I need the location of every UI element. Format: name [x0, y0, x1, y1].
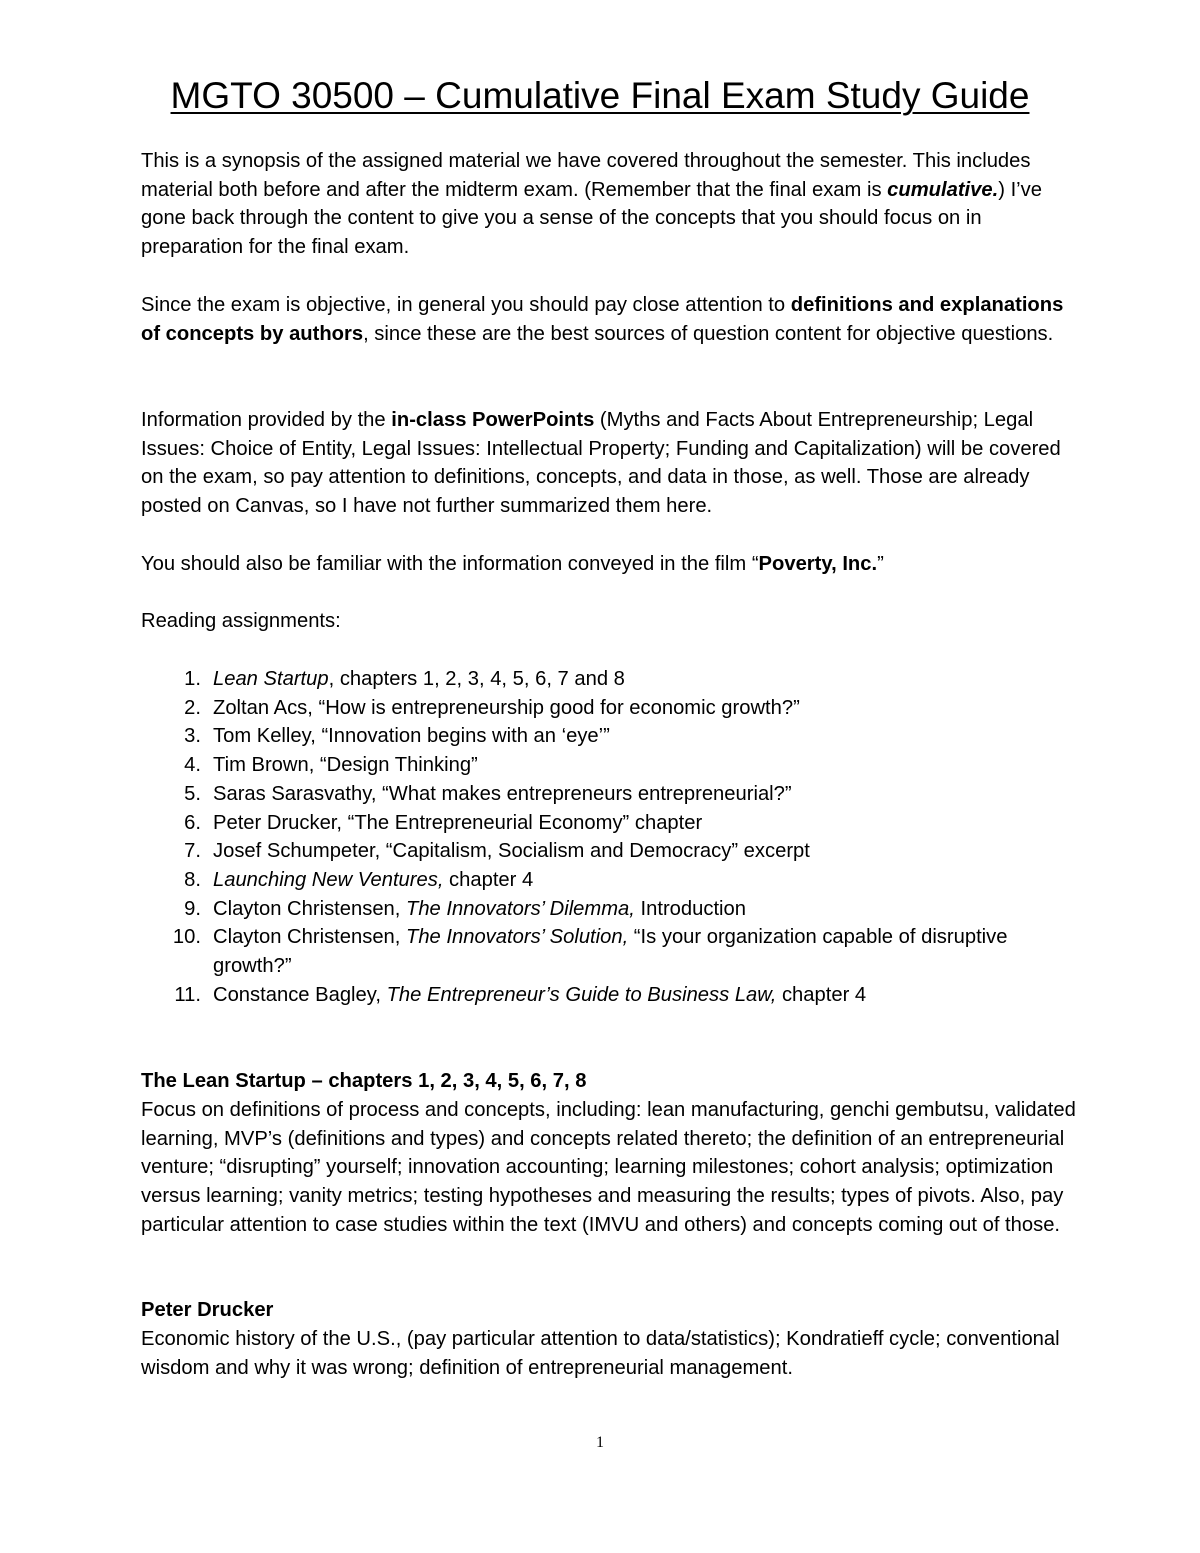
list-italic: The Entrepreneur’s Guide to Business Law, [386, 983, 777, 1006]
list-text: Saras Sarasvathy, “What makes entrepreneurs entrepreneurial?” [213, 782, 792, 805]
list-text: Zoltan Acs, “How is entrepreneurship good for economic growth?” [213, 696, 800, 719]
list-text: Tom Kelley, “Innovation begins with an ‘eye’” [213, 725, 610, 748]
film-text-2: ” [877, 553, 884, 575]
page-title: MGTO 30500 – Cumulative Final Exam Study Guide [170, 75, 1030, 116]
list-text: Peter Drucker, “The Entrepreneurial Economy” chapter [213, 811, 703, 834]
list-italic: Launching New Ventures, [213, 868, 444, 891]
list-number: 6. [184, 811, 201, 834]
objective-paragraph [141, 291, 1076, 348]
list-item [141, 780, 1041, 809]
list-number: 11. [174, 983, 201, 1006]
list-text: , chapters 1, 2, 3, 4, 5, 6, 7 and 8 [328, 668, 625, 690]
list-number: 2. [184, 696, 201, 719]
list-number: 5. [184, 782, 201, 805]
powerpoints-text-2: (Myths and Facts About Entrepreneurship; Legal Issues: Choice of Entity, Legal Issues: Intellectual Property; Funding and Capitalization) will be covered on the exam, so pay attention to definitions, concepts, and data in those, as well. Those are already posted on Canvas, so I have not further summarized them here. [141, 409, 1061, 518]
list-text: Introduction [634, 897, 746, 920]
powerpoints-text-1: Information provided by the [141, 409, 392, 431]
film-title: Poverty, Inc. [758, 553, 878, 575]
drucker-body: Economic history of the U.S., (pay particular attention to data/statistics); Kondratieff cycle; conventional wisdom and why it was wrong; definition of entrepreneurial management. [141, 1328, 1060, 1379]
reading-list [141, 665, 1041, 1009]
list-item [141, 866, 1041, 895]
objective-bold: definitions and explanations of concepts by authors [141, 294, 1064, 345]
intro-paragraph [141, 147, 1076, 262]
list-text: Josef Schumpeter, “Capitalism, Socialism and Democracy” excerpt [213, 840, 810, 863]
list-item [141, 751, 1041, 780]
objective-text-2: , since these are the best sources of question content for objective questions. [363, 322, 1054, 345]
powerpoints-bold: in-class PowerPoints [391, 409, 595, 431]
list-number: 3. [184, 725, 201, 748]
page-number: 1 [596, 1434, 604, 1451]
list-item [141, 981, 1041, 1010]
film-text-1: You should also be familiar with the information conveyed in the film “ [141, 553, 759, 575]
intro-cumulative: cumulative. [887, 178, 999, 201]
list-text: chapter 4 [776, 983, 867, 1006]
list-number: 1. [184, 668, 201, 690]
drucker-heading: Peter Drucker [141, 1299, 274, 1321]
list-item [141, 895, 1041, 924]
list-item [141, 665, 1041, 694]
powerpoints-paragraph [141, 406, 1076, 521]
intro-text-1: This is a synopsis of the assigned material we have covered throughout the semester. This includes material both before and after the midterm exam. (Remember that the final exam is [141, 150, 1031, 201]
list-italic: Lean Startup [213, 668, 329, 690]
lean-startup-body: Focus on definitions of process and concepts, including: lean manufacturing, genchi gembutsu, validated learning, MVP’s (definitions and types) and concepts related thereto; the definition of an entrepreneurial venture; “disrupting” yourself; innovation accounting; learning milestones; cohort analysis; optimization versus learning; vanity metrics; testing hypotheses and measuring the results; types of pivots. Also, pay particular attention to case studies within the text (IMVU and others) and concepts coming out of those. [141, 1099, 1076, 1236]
list-item [141, 722, 1041, 751]
list-number: 10. [172, 926, 201, 949]
list-number: 8. [184, 868, 201, 891]
list-number: 9. [184, 897, 201, 920]
intro-text-2: ) I’ve gone back through the content to give you a sense of the concepts that you should focus on in preparation for the final exam. [141, 178, 1042, 259]
list-text: Constance Bagley, [213, 983, 387, 1006]
list-item [141, 694, 1041, 723]
objective-text-1: Since the exam is objective, in general you should pay close attention to [141, 294, 791, 316]
list-item [141, 837, 1041, 866]
list-text: “Is your organization capable of disruptive growth?” [213, 926, 1008, 978]
list-italic: The Innovators’ Solution, [406, 926, 629, 949]
list-number: 7. [184, 840, 201, 863]
lean-startup-heading: The Lean Startup – chapters 1, 2, 3, 4, 5, 6, 7, 8 [141, 1070, 587, 1092]
list-item [141, 809, 1041, 838]
list-text: chapter 4 [443, 868, 534, 891]
list-text: Clayton Christensen, [213, 926, 406, 949]
reading-heading: Reading assignments: [141, 610, 341, 632]
list-text: Clayton Christensen, [213, 897, 406, 920]
list-italic: The Innovators’ Dilemma, [406, 897, 635, 920]
film-paragraph [141, 550, 1076, 579]
list-item [141, 923, 1041, 980]
list-text: Tim Brown, “Design Thinking” [213, 754, 478, 777]
list-number: 4. [184, 754, 201, 777]
